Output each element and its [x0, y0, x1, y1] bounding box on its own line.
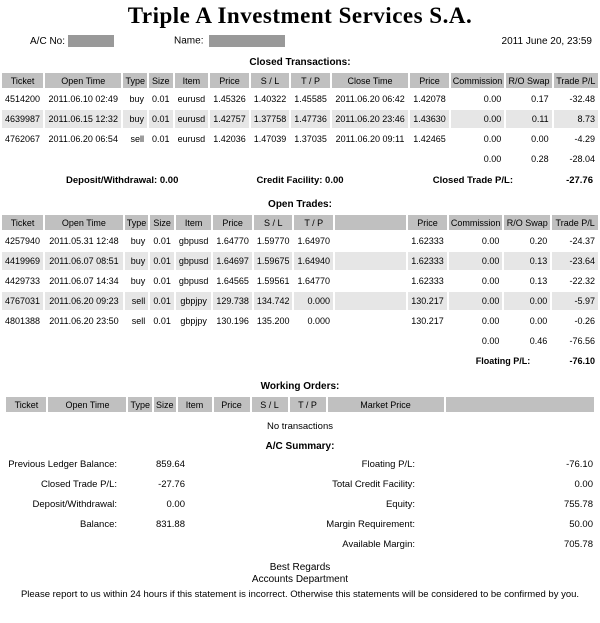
- totals-row: [2, 332, 598, 350]
- column-header: Ticket: [2, 73, 43, 88]
- summary-value: 859.64: [155, 459, 185, 470]
- table-cell: 0.13: [529, 276, 548, 286]
- table-cell: 130.217: [411, 316, 444, 326]
- table-cell: 1.64770: [297, 276, 331, 286]
- column-header: Open Time: [48, 397, 126, 412]
- table-cell: 0.00: [481, 236, 500, 246]
- table-row: [2, 232, 598, 250]
- summary-label: [0, 535, 117, 555]
- table-cell: 1.62333: [408, 252, 447, 270]
- table-cell: 1.42078: [413, 94, 446, 104]
- table-row: [2, 292, 598, 310]
- table-header-row: [2, 73, 598, 88]
- best-regards-text: Best Regards: [269, 562, 331, 573]
- table-cell: 0.01: [150, 292, 174, 310]
- account-name-group: [174, 35, 285, 47]
- column-header: Type: [128, 397, 152, 412]
- column-header: Price: [213, 215, 252, 230]
- table-row: [2, 272, 598, 290]
- table-cell: 1.37758: [251, 110, 290, 128]
- column-header: R/O Swap: [506, 73, 551, 88]
- column-header: Open Time: [45, 215, 123, 230]
- table-cell: 1.64565: [216, 276, 249, 286]
- table-cell: 1.45585: [294, 94, 327, 104]
- column-header: Price: [410, 73, 449, 88]
- summary-label: Margin Requirement:: [326, 519, 415, 530]
- table-cell: 2011.05.31 12:48: [49, 236, 119, 246]
- table-cell: sell: [131, 316, 146, 326]
- column-header: Size: [150, 215, 174, 230]
- table-cell: 0.01: [150, 252, 174, 270]
- summary-label: Deposit/Withdrawal:: [32, 499, 117, 510]
- column-header: Trade P/L: [552, 215, 598, 230]
- table-cell: 0.01: [151, 94, 170, 104]
- summary-label: Floating P/L:: [361, 459, 415, 470]
- table-cell: 1.47736: [291, 110, 330, 128]
- table-row: [2, 90, 598, 108]
- summary-label: Previous Ledger Balance:: [8, 459, 117, 470]
- summary-label: Total Credit Facility:: [332, 479, 415, 490]
- table-cell: 0.00: [481, 316, 500, 326]
- table-cell: 2011.06.07 08:51: [45, 252, 123, 270]
- table-header-row: [2, 215, 598, 230]
- column-header: T / P: [294, 215, 333, 230]
- table-cell: gbpusd: [176, 252, 212, 270]
- table-header-row: [6, 397, 593, 412]
- table-cell: gbpusd: [178, 276, 209, 286]
- account-number-redacted: [68, 35, 114, 47]
- column-header: R/O Swap: [504, 215, 550, 230]
- summary-value: [117, 535, 185, 555]
- table-cell: 129.738: [213, 292, 252, 310]
- open-trades-body: [2, 232, 598, 330]
- deposit-withdrawal-text: Deposit/Withdrawal: 0.00: [66, 175, 179, 186]
- table-cell: 8.73: [554, 110, 598, 128]
- table-cell: eurusd: [177, 134, 206, 144]
- column-header: Size: [154, 397, 176, 412]
- table-cell: 1.59675: [254, 252, 293, 270]
- accounts-department-text: Accounts Department: [251, 574, 349, 585]
- totals-row: [2, 150, 598, 168]
- total-pl: -28.04: [569, 154, 595, 164]
- table-cell: 2011.06.20 06:54: [48, 134, 118, 144]
- summary-label: Balance:: [80, 519, 117, 530]
- table-cell: 2011.06.20 06:42: [335, 94, 405, 104]
- summary-value: 50.00: [569, 519, 593, 530]
- column-header: Close Time: [332, 73, 408, 88]
- table-cell: 0.00: [483, 94, 502, 104]
- table-cell: buy: [129, 94, 144, 104]
- column-header: S / L: [251, 73, 290, 88]
- column-header: Type: [125, 215, 149, 230]
- table-cell: gbpjpy: [180, 316, 207, 326]
- table-cell: 130.196: [216, 316, 249, 326]
- table-cell: 1.64697: [213, 252, 252, 270]
- table-cell: 0.000: [294, 292, 333, 310]
- closed-transactions-table: [0, 71, 600, 170]
- table-cell: 4762067: [5, 134, 41, 144]
- open-trades-title: Open Trades:: [268, 199, 332, 210]
- table-cell: [335, 312, 406, 330]
- table-cell: 134.742: [254, 292, 293, 310]
- table-cell: 0.01: [153, 236, 171, 246]
- credit-facility-text: Credit Facility: 0.00: [256, 175, 344, 186]
- table-cell: 2011.06.20 09:11: [335, 134, 405, 144]
- column-header: Item: [178, 397, 212, 412]
- table-cell: 0.00: [531, 134, 549, 144]
- table-cell: 1.40322: [253, 94, 287, 104]
- summary-value: 705.78: [563, 539, 593, 550]
- table-cell: 135.200: [256, 316, 290, 326]
- table-cell: 1.42036: [213, 134, 246, 144]
- column-header: Open Time: [45, 73, 121, 88]
- table-cell: 1.59770: [256, 236, 290, 246]
- table-cell: 0.20: [529, 236, 548, 246]
- footer-disclaimer: Please report to us within 24 hours if this statement is incorrect. Otherwise this statements will be considered to be confirmed by you.: [20, 589, 580, 600]
- table-cell: -4.29: [574, 134, 595, 144]
- total-pl: -76.56: [569, 336, 595, 346]
- table-cell: 4767031: [2, 292, 43, 310]
- blank-header-cell: [446, 397, 594, 412]
- table-cell: 4639987: [2, 110, 43, 128]
- table-cell: 0.01: [149, 110, 173, 128]
- table-cell: gbpjpy: [176, 292, 212, 310]
- table-row: [2, 130, 598, 148]
- table-cell: 130.217: [408, 292, 447, 310]
- account-info-bar: [0, 34, 600, 48]
- summary-value: 755.78: [563, 499, 593, 510]
- table-cell: -22.32: [569, 276, 595, 286]
- table-cell: buy: [125, 252, 149, 270]
- table-cell: 0.13: [504, 252, 550, 270]
- table-cell: sell: [130, 134, 144, 144]
- table-cell: 0.00: [451, 110, 505, 128]
- column-header: T / P: [291, 73, 330, 88]
- table-cell: -0.26: [574, 316, 595, 326]
- column-header: Size: [149, 73, 173, 88]
- table-cell: 1.42757: [210, 110, 249, 128]
- table-cell: [335, 292, 406, 310]
- table-cell: 1.64970: [297, 236, 331, 246]
- table-cell: 0.01: [151, 134, 170, 144]
- table-cell: 0.00: [529, 316, 548, 326]
- table-cell: -24.37: [569, 236, 595, 246]
- table-cell: 1.62333: [411, 276, 444, 286]
- total-commission: 0.00: [483, 154, 502, 164]
- working-orders-title: Working Orders:: [260, 381, 340, 392]
- column-header: T / P: [290, 397, 326, 412]
- total-swap: 0.46: [529, 336, 548, 346]
- summary-label: Available Margin:: [342, 539, 415, 550]
- table-cell: 2011.06.07 14:34: [49, 276, 119, 286]
- table-cell: 0.00: [449, 292, 503, 310]
- table-cell: 1.59561: [256, 276, 290, 286]
- table-cell: 2011.06.20 23:46: [332, 110, 408, 128]
- table-cell: 4257940: [5, 236, 41, 246]
- closed-trade-pl-value: -27.76: [566, 175, 593, 186]
- column-header: Commission: [449, 215, 503, 230]
- account-summary-grid: [0, 455, 593, 555]
- table-cell: 2011.06.15 12:32: [45, 110, 121, 128]
- table-cell: 0.00: [481, 276, 500, 286]
- table-cell: 0.00: [483, 134, 502, 144]
- account-name-label: Name:: [174, 35, 204, 47]
- table-cell: 1.45326: [213, 94, 246, 104]
- account-name-redacted: [209, 35, 285, 47]
- table-cell: 0.000: [307, 316, 331, 326]
- summary-value: -27.76: [158, 479, 185, 490]
- no-transactions-text: No transactions: [266, 421, 333, 432]
- table-cell: buy: [130, 276, 146, 286]
- account-number-label: A/C No:: [30, 35, 66, 47]
- floating-pl-label: Floating P/L:: [475, 356, 531, 366]
- table-cell: 4514200: [5, 94, 41, 104]
- closed-transactions-title: Closed Transactions:: [249, 57, 351, 68]
- table-cell: eurusd: [175, 110, 209, 128]
- table-cell: 1.42465: [413, 134, 446, 144]
- table-cell: 1.47039: [253, 134, 287, 144]
- table-cell: 0.01: [153, 316, 171, 326]
- account-summary-title: A/C Summary:: [265, 441, 335, 452]
- table-cell: 1.43630: [410, 110, 449, 128]
- total-commission: 0.00: [481, 336, 500, 346]
- table-cell: eurusd: [177, 94, 206, 104]
- table-row: [2, 312, 598, 330]
- table-cell: 0.00: [449, 252, 503, 270]
- page-title: Triple A Investment Services S.A.: [127, 3, 473, 28]
- table-row: [2, 252, 598, 270]
- table-cell: [335, 252, 406, 270]
- table-cell: gbpusd: [178, 236, 209, 246]
- table-cell: 4429733: [5, 276, 41, 286]
- column-header: Item: [175, 73, 209, 88]
- table-cell: 1.64940: [294, 252, 333, 270]
- summary-label: Closed Trade P/L:: [40, 479, 117, 490]
- closed-summary-line: [0, 175, 600, 190]
- table-cell: 0.17: [531, 94, 549, 104]
- table-cell: 2011.06.10 02:49: [48, 94, 118, 104]
- table-cell: -23.64: [552, 252, 598, 270]
- summary-value: 0.00: [166, 499, 185, 510]
- table-cell: 4801388: [5, 316, 41, 326]
- column-header: Ticket: [2, 215, 43, 230]
- table-cell: buy: [130, 236, 146, 246]
- floating-pl-row: [2, 352, 598, 370]
- table-cell: 0.11: [506, 110, 551, 128]
- spacer-cell: [2, 332, 447, 350]
- table-cell: 1.62333: [411, 236, 444, 246]
- table-cell: 0.00: [504, 292, 550, 310]
- table-cell: [335, 232, 406, 250]
- table-cell: 0.01: [153, 276, 171, 286]
- table-cell: 1.64770: [216, 236, 249, 246]
- floating-pl-value: -76.10: [569, 356, 595, 366]
- spacer-cell: [2, 150, 449, 168]
- closed-trade-pl-label: Closed Trade P/L:: [432, 175, 513, 186]
- column-header: [335, 215, 406, 230]
- table-cell: 4419969: [2, 252, 43, 270]
- column-header: S / L: [252, 397, 288, 412]
- column-header: S / L: [254, 215, 293, 230]
- column-header: Trade P/L: [554, 73, 598, 88]
- column-header-market-price: Market Price: [328, 397, 444, 412]
- column-header: Price: [214, 397, 250, 412]
- column-header: Price: [210, 73, 249, 88]
- table-cell: 2011.06.20 09:23: [45, 292, 123, 310]
- summary-value: 831.88: [155, 519, 185, 530]
- column-header: Ticket: [6, 397, 46, 412]
- table-cell: -32.48: [569, 94, 595, 104]
- open-trades-table: [0, 213, 600, 372]
- column-header: Item: [176, 215, 212, 230]
- table-cell: sell: [125, 292, 149, 310]
- table-cell: 1.37035: [294, 134, 327, 144]
- summary-value: -76.10: [566, 459, 593, 470]
- summary-label: Equity:: [385, 499, 415, 510]
- column-header: Price: [408, 215, 447, 230]
- summary-value: 0.00: [574, 479, 593, 490]
- table-cell: 2011.06.20 23:50: [49, 316, 119, 326]
- table-cell: [335, 272, 406, 290]
- table-cell: buy: [123, 110, 147, 128]
- footer-regards: [0, 562, 600, 586]
- working-orders-table: [4, 395, 595, 414]
- column-header: Type: [123, 73, 147, 88]
- table-row: [2, 110, 598, 128]
- total-swap: 0.28: [531, 154, 549, 164]
- statement-datetime: 2011 June 20, 23:59: [501, 35, 592, 47]
- table-cell: -5.97: [552, 292, 598, 310]
- closed-transactions-body: [2, 90, 598, 148]
- column-header: Commission: [451, 73, 505, 88]
